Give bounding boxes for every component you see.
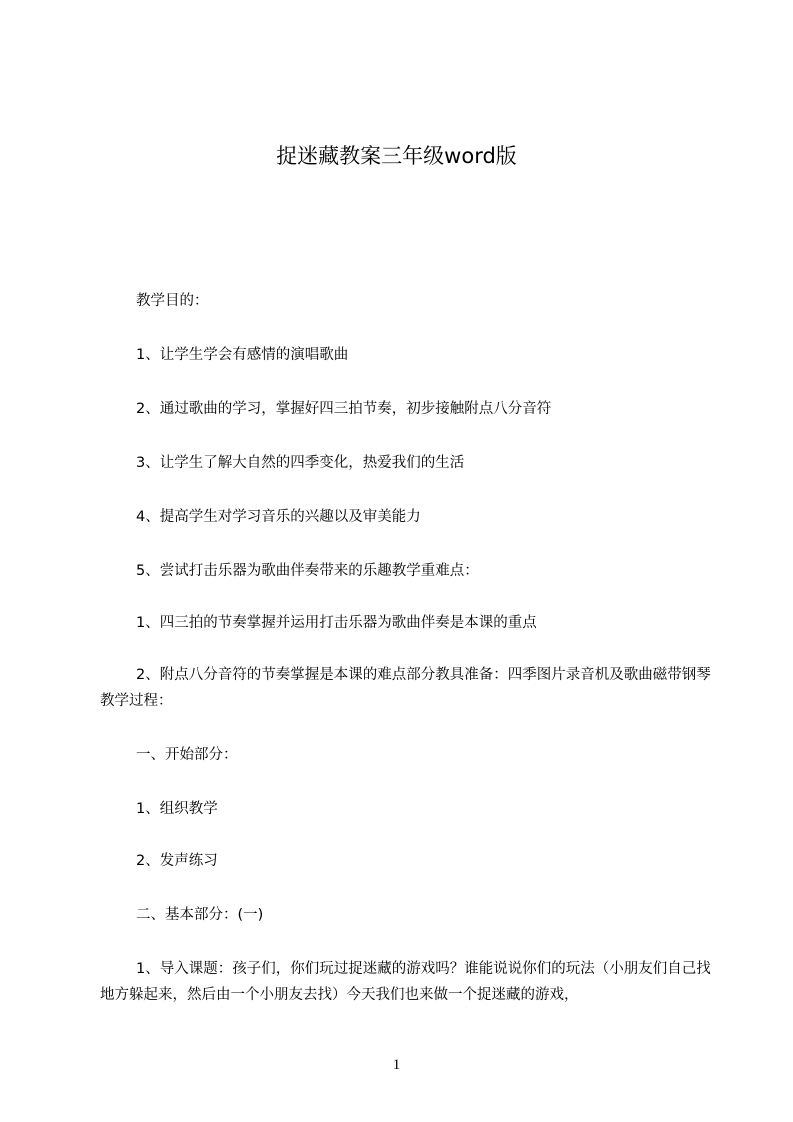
document-title: 捉迷藏教案三年级word版	[276, 144, 517, 168]
paragraph-section-start: 一、开始部分：	[136, 747, 238, 763]
paragraph-goal-4: 4、提高学生对学习音乐的兴趣以及审美能力	[136, 509, 421, 525]
paragraph-organize-teaching: 1、组织教学	[136, 801, 218, 817]
paragraph-teaching-goals-heading: 教学目的：	[136, 293, 209, 309]
paragraph-goal-3: 3、让学生了解大自然的四季变化，热爱我们的生活	[136, 455, 465, 471]
paragraph-section-basic: 二、基本部分：(一)	[136, 907, 264, 923]
paragraph-vocal-practice: 2、发声练习	[136, 853, 218, 869]
paragraph-goal-5: 5、尝试打击乐器为歌曲伴奏带来的乐趣教学重难点：	[136, 563, 479, 579]
paragraph-introduction: 1、导入课题：孩子们，你们玩过捉迷藏的游戏吗？谁能说说你们的玩法（小朋友们自己找地方躲起来，然后由一个小朋友去找）今天我们也来做一个捉迷藏的游戏，	[100, 961, 711, 1003]
paragraph-goal-2: 2、通过歌曲的学习，掌握好四三拍节奏，初步接触附点八分音符	[136, 401, 552, 417]
page-number: 1	[392, 1057, 401, 1073]
paragraph-key-point-1: 1、四三拍的节奏掌握并运用打击乐器为歌曲伴奏是本课的重点	[136, 615, 537, 631]
paragraph-goal-1: 1、让学生学会有感情的演唱歌曲	[136, 347, 349, 363]
paragraph-key-point-2: 2、附点八分音符的节奏掌握是本课的难点部分教具准备：四季图片录音机及歌曲磁带钢琴教学过程：	[100, 667, 711, 709]
